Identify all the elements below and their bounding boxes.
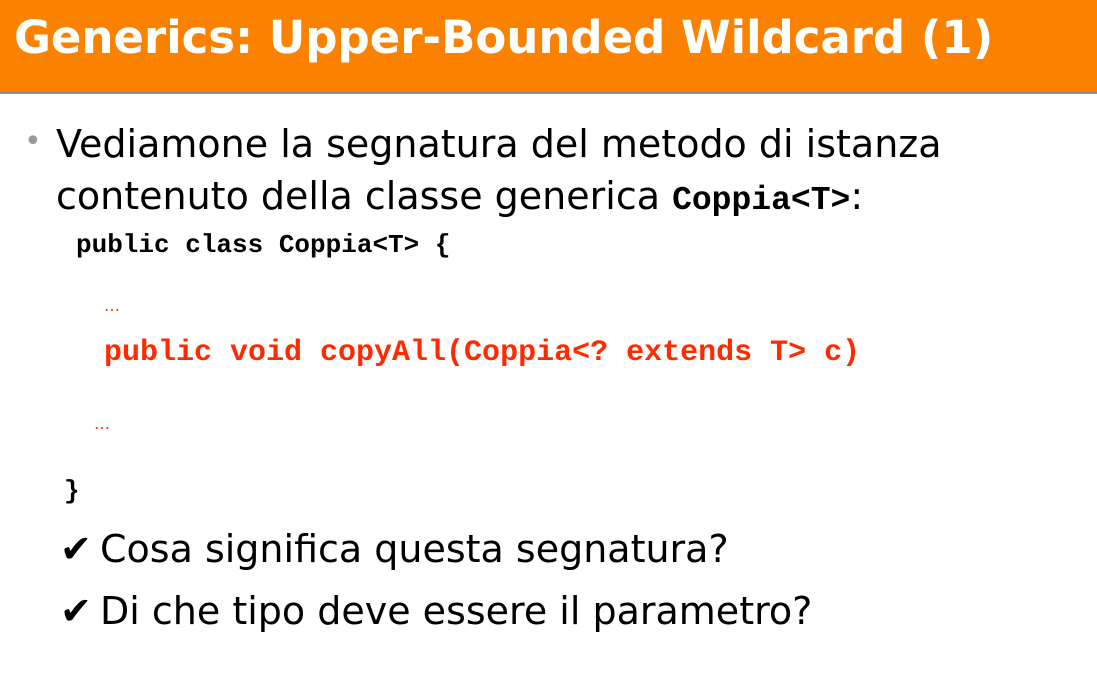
slide-title: Generics: Upper-Bounded Wildcard (1) <box>14 11 994 64</box>
question-item-1 <box>60 524 729 574</box>
question-text-2: Di che tipo deve essere il parametro? <box>100 589 813 633</box>
code-closing-brace: } <box>64 476 80 506</box>
bullet-text-end: : <box>850 174 864 218</box>
code-class-declaration: public class Coppia<T> { <box>76 230 451 260</box>
question-item-2 <box>60 586 812 636</box>
bullet-text <box>56 118 1091 227</box>
checkmark-icon: ✔ <box>60 527 92 571</box>
question-text-1: Cosa significa questa segnatura? <box>100 527 729 571</box>
bullet-dot-icon: • <box>24 124 42 159</box>
code-ellipsis-bottom: … <box>94 414 110 433</box>
code-method-signature: public void copyAll(Coppia<? extends T> c) <box>104 336 861 370</box>
code-ellipsis-top: … <box>104 296 120 315</box>
bullet-code-inline: Coppia<T> <box>672 182 851 219</box>
title-bar <box>0 0 1097 94</box>
bullet-text-part: Vediamone la segnatura del metodo di istanza contenuto della classe generica <box>56 122 942 218</box>
checkmark-icon: ✔ <box>60 589 92 633</box>
